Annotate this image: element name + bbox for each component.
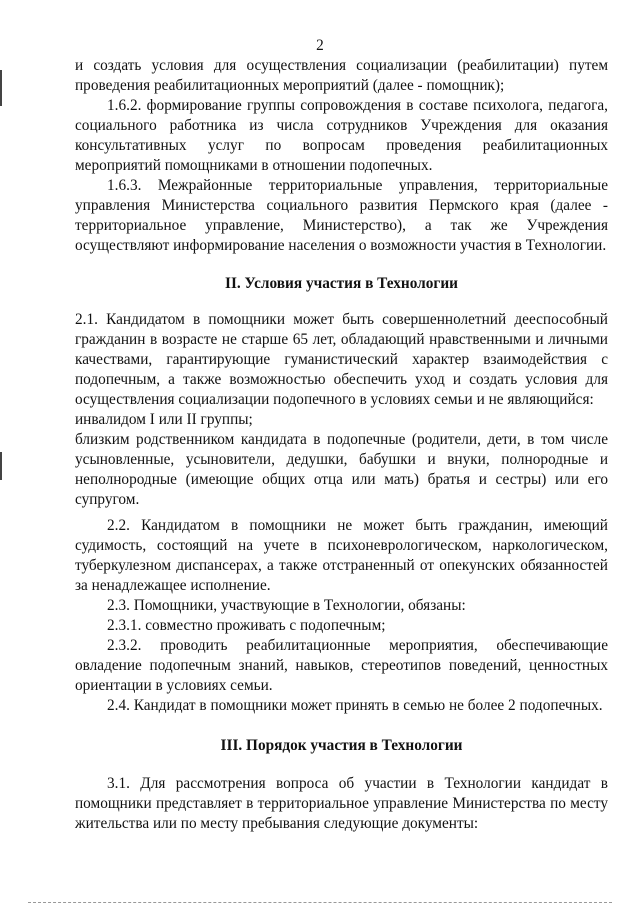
paragraph: 2.3.2. проводить реабилитационные мероприятия, обеспечивающие овладение подопечным знаний, навыков, стереотипов поведений, ценностных ориентации в условиях семьи. — [75, 637, 608, 694]
section-heading: II. Условия участия в Технологии — [225, 275, 458, 292]
paragraph: 1.6.2. формирование группы сопровождения в составе психолога, педагога, социального работника из числа сотрудников Учреждения для оказания консультативных услуг по вопросам проведения реабилитационных мероприятий помощниками в отношении подопечных. — [75, 97, 608, 174]
paragraph: инвалидом I или II группы; — [75, 411, 253, 428]
scan-bottom-edge — [28, 902, 612, 903]
page-number: 2 — [316, 37, 324, 54]
scan-margin-mark — [0, 452, 2, 480]
paragraph: 2.3.1. совместно проживать с подопечным; — [107, 617, 386, 634]
section-heading: III. Порядок участия в Технологии — [220, 737, 463, 754]
paragraph: 2.4. Кандидат в помощники может принять в семью не более 2 подопечных. — [107, 697, 603, 714]
paragraph: 2.1. Кандидатом в помощники может быть совершеннолетний дееспособный гражданин в возрасте не старше 65 лет, обладающий нравственными и личными качествами, гарантирующие гуманистический характер взаимодействия с подопечным, а также возможностью обеспечить уход и создать условия для осуществления социализации подопечного в условиях семьи и не являющийся: — [75, 311, 608, 408]
paragraph: близким родственником кандидата в подопечные (родители, дети, в том числе усыновленные, усыновители, дедушки, бабушки и внуки, полнородные и неполнородные (имеющие общих отца или мать) братья и сестры) или его супругом. — [75, 431, 608, 508]
paragraph: и создать условия для осуществления социализации (реабилитации) путем проведения реабилитационных мероприятий (далее - помощник); — [75, 57, 608, 94]
paragraph: 2.3. Помощники, участвующие в Технологии, обязаны: — [107, 597, 466, 614]
scan-margin-mark — [0, 70, 2, 106]
document-body — [75, 56, 608, 834]
paragraph: 3.1. Для рассмотрения вопроса об участии в Технологии кандидат в помощники представляет в территориальное управление Министерства по месту жительства или по месту пребывания следующие документы: — [75, 775, 608, 832]
paragraph: 2.2. Кандидатом в помощники не может быть гражданин, имеющий судимость, состоящий на учете в психоневрологическом, наркологическом, туберкулезном диспансерах, а также отстраненный от опекунских обязанностей за ненадлежащее исполнение. — [75, 517, 608, 594]
paragraph: 1.6.3. Межрайонные территориальные управления, территориальные управления Министерства социального развития Пермского края (далее - территориальное управление, Министерство), а так же Учреждения осуществляют информирование населения о возможности участия в Технологии. — [75, 177, 608, 254]
